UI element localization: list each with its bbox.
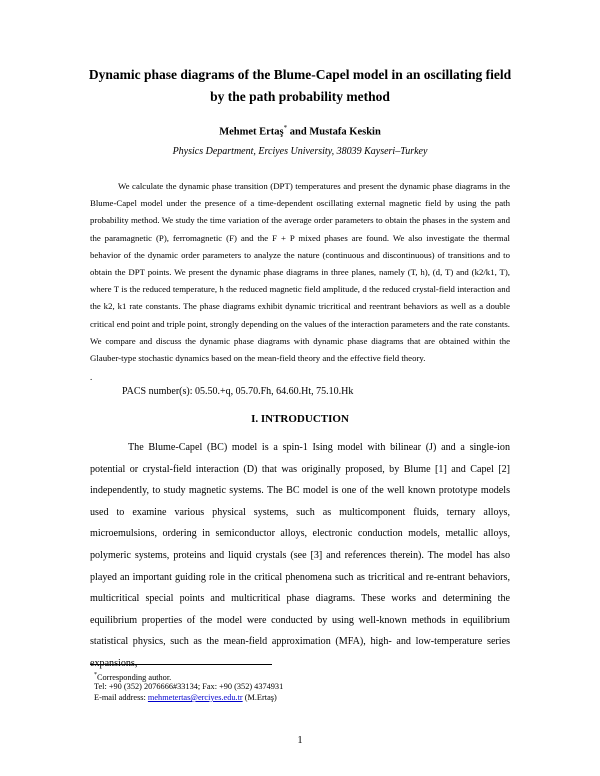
footnote-rule bbox=[90, 664, 272, 665]
pacs-numbers: PACS number(s): 05.50.+q, 05.70.Fh, 64.60.Ht, 75.10.Hk bbox=[122, 386, 354, 397]
paper-title bbox=[60, 64, 540, 108]
author-connector: and bbox=[287, 126, 310, 138]
footnote-corresponding: Corresponding author. bbox=[97, 672, 172, 682]
title-line-2: by the path probability method bbox=[210, 89, 390, 104]
abstract-end-mark: . bbox=[90, 372, 93, 382]
footnote-email-line bbox=[94, 692, 277, 703]
author-2: Mustafa Keskin bbox=[309, 126, 381, 138]
abstract: We calculate the dynamic phase transition (DPT) temperatures and present the dynamic phase diagrams in the Blume-Capel model under the presence of a time-dependent oscillating external magnetic field by using the path probability method. We study the time variation of the average order parameters to obtain the phases in the system and the paramagnetic (P), ferromagnetic (F) and the F + P mixed phases are found. We also investigate the thermal behavior of the dynamic order parameters to analyze the nature (continuous and discontinuous) of transitions and to obtain the DPT points. We present the dynamic phase diagrams in three planes, namely (T, h), (d, T) and (k2/k1, T), where T is the reduced temperature, h the reduced magnetic field amplitude, d the reduced crystal-field interaction and the k2, k1 rate constants. The phase diagrams exhibit dynamic tricritical and reentrant behaviors as well as a double critical end point and triple point, strongly depending on the values of the interaction parameters and the rate constants. We compare and discuss the dynamic phase diagrams with dynamic phase diagrams that are obtained within the Glauber-type stochastic dynamics based on the mean-field theory and the effective field theory. bbox=[90, 181, 510, 364]
title-line-1: Dynamic phase diagrams of the Blume-Capel model in an oscillating field bbox=[88, 67, 512, 82]
author-1: Mehmet Ertaş bbox=[219, 126, 284, 138]
page-number: 1 bbox=[297, 735, 303, 746]
affiliation: Physics Department, Erciyes University, 38039 Kayseri–Turkey bbox=[172, 146, 428, 157]
email-link[interactable]: mehmetertas@erciyes.edu.tr bbox=[147, 693, 243, 702]
intro-paragraph: The Blume-Capel (BC) model is a spin-1 Ising model with bilinear (J) and a single-ion potential or crystal-field interaction (D) that was originally proposed, by Blume [1] and Capel [2] independently, to study magnetic systems. The BC model is one of the well known prototype models used to examine various physical systems, such as multicomponent fluids, ternary alloys, microemulsions, ordering in semiconductor alloys, electronic conduction models, metallic alloys, polymeric systems, proteins and liquid crystals (see [3] and references therein). The model has also played an important guiding role in the critical phenomena such as tricritical and re-entrant behaviors, multicritical special points and multicritical phase diagrams. These works and determining the equilibrium properties of the model were conducted by using well-known methods in equilibrium statistical physics, such as the mean-field approximation (MFA), high- and low-temperature series expansions, bbox=[90, 442, 510, 669]
footnote-marker: * bbox=[94, 672, 97, 678]
footnote-contact: Tel: +90 (352) 2076666#33134; Fax: +90 (352) 4374931 bbox=[94, 682, 284, 691]
email-label: E-mail address: bbox=[94, 693, 148, 702]
corresponding-marker: * bbox=[283, 124, 288, 132]
email-suffix: (M.Ertaş) bbox=[242, 693, 277, 702]
section-heading: I. INTRODUCTION bbox=[251, 413, 349, 425]
author-line bbox=[0, 124, 600, 138]
